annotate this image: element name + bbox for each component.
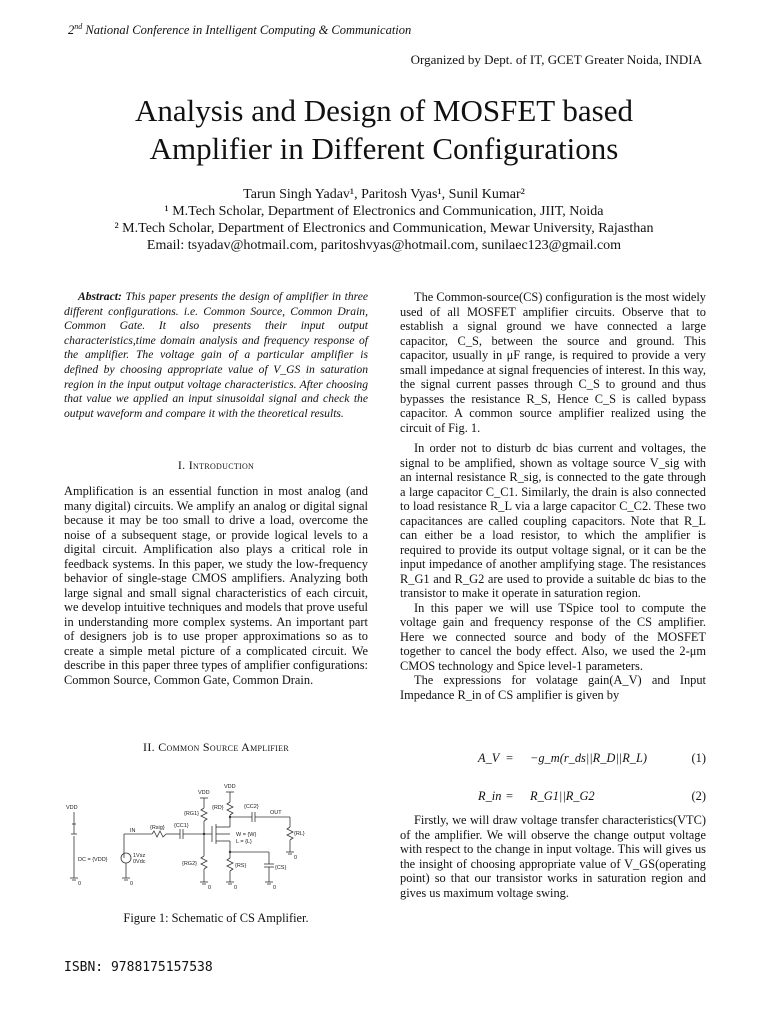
section-number: II. — [143, 740, 155, 754]
abstract-text: This paper presents the design of amplifier in three different configurations. i.e. Common Source, Common Drain, Common Gate. It also presents their input output characteristics,time domain analysis and frequency response of the amplifier. The voltage gain of a particular amplifier is defined by choosing appropriate value of V_GS in saturation region in the input output voltage characteristics. After choosing that value we applied an input sinusoidal signal and check the output waveform and compare it with the theoretical results. — [64, 290, 368, 420]
eq2-lhs: R_in — [478, 789, 502, 803]
label-rsig: {Rsig} — [150, 825, 165, 831]
eq2-rhs: R_G1||R_G2 — [530, 789, 595, 803]
right-column-text-2 — [400, 813, 706, 900]
label-gnd-5: 0 — [273, 885, 277, 891]
label-vsz: 1Vsz — [133, 853, 146, 859]
eq2-number: (2) — [691, 789, 706, 803]
label-rd: {RD} — [212, 805, 224, 811]
figure-caption: Figure 1: Schematic of CS Amplifier. — [123, 911, 309, 925]
cs-paragraph-4: The expressions for volatage gain(A_V) and Input Impedance R_in of CS amplifier is given by — [400, 673, 706, 702]
author-block — [0, 186, 768, 254]
eq1-rhs: −g_m(r_ds||R_D||R_L) — [530, 751, 647, 765]
eq1-lhs: A_V — [478, 751, 500, 765]
rl-resistor — [287, 827, 293, 840]
organizer-line: Organized by Dept. of IT, GCET Greater Noida, INDIA — [410, 52, 702, 67]
label-cc2: {CC2} — [244, 804, 259, 810]
author-emails: Email: tsyadav@hotmail.com, paritoshvyas@hotmail.com, sunilaec123@gmail.com — [146, 238, 622, 253]
label-dc: DC = {VDD} — [78, 857, 108, 863]
title-line-1: Analysis and Design of MOSFET based — [135, 93, 633, 128]
label-gnd-2: 0 — [130, 881, 134, 887]
section-number: I. — [177, 458, 186, 472]
cs-paragraph-5: Firstly, we will draw voltage transfer characteristics(VTC) of the amplifier. We will observe the change output voltage with respect to the change in input voltage. This will gives us the insight of choosing appropriate value of V_GS(operating point) so that our transistor works in saturation region and gives us maximum voltage swing. — [400, 813, 706, 900]
label-cs: {CS} — [275, 865, 287, 871]
eq1-equals: = — [506, 751, 513, 765]
label-rg2: {RG2} — [182, 861, 197, 867]
section-title: Common Source Amplifier — [158, 740, 289, 754]
label-vdc: 0Vdc — [133, 859, 146, 865]
label-rg1: {RG1} — [184, 811, 199, 817]
label-vdd-1: VDD — [198, 790, 210, 796]
isbn: ISBN: 9788175157538 — [64, 960, 213, 975]
conference-name: National Conference in Intelligent Computing & Communication — [85, 23, 412, 38]
introduction-text — [64, 484, 368, 687]
label-gnd-4: 0 — [234, 885, 238, 891]
abstract-label: Abstract: — [78, 290, 122, 303]
equation-2 — [400, 789, 706, 805]
cs-paragraph-3: In this paper we will use TSpice tool to compute the voltage gain and frequency response of the CS amplifier. Here we connected source and body of the MOSFET together to cancel the body effect. Also, we used the 2-μm CMOS technology and Spice level-1 parameters. — [400, 600, 706, 673]
eq1-number: (1) — [691, 751, 706, 765]
conference-header — [68, 22, 411, 38]
eq2-equals: = — [506, 789, 513, 803]
label-l: L = {L} — [236, 839, 252, 845]
affiliation-1: ¹ M.Tech Scholar, Department of Electronics and Communication, JIIT, Noida — [164, 204, 604, 219]
label-out: OUT — [270, 810, 282, 816]
rs-resistor — [227, 858, 233, 871]
abstract — [64, 290, 368, 421]
right-column-text — [400, 290, 706, 702]
label-w: W = {W} — [236, 832, 257, 838]
label-rs: {RS} — [235, 863, 247, 869]
label-cc1: {CC1} — [174, 823, 189, 829]
label-in: IN — [130, 828, 136, 834]
cs-paragraph-1: The Common-source(CS) configuration is the most widely used of all MOSFET amplifier circuits. Observe that to establish a signal ground we have connected a large capacitor, C_S, between the source and ground. This capacitor, usually in μF range, is required to provide a very small impedance at signal frequencies of interest. In this way, the signal current passes through C_S to ground and thus bypasses the resistance R_S, Hence C_S is called bypass capacitor. A common source amplifier realized using the circuit of Fig. 1. — [400, 290, 706, 435]
label-gnd-3: 0 — [208, 885, 212, 891]
label-vdd-source: VDD — [66, 805, 78, 811]
introduction-paragraph: Amplification is an essential function in most analog (and many digital) circuits. We amplify an analog or digital signal because it may be too small to drive a load, overcome the noise of a subsequent stage, or provide logical levels to a digital circuit. Amplification also plays a critical role in feedback systems. In this paper, we study the low-frequency behavior of single-stage CMOS amplifiers. Analyzing both large signal and small signal characteristics of each circuit, we develop intuitive techniques and models that prove useful in understanding more complex systems. An important part of designers job is to use proper approximations so as to create a simple metal picture of a complicated circuit. We describe in this paper three types of amplifier configurations: Common Source, Common Gate, Common Drain. — [64, 484, 368, 687]
affiliation-2: ² M.Tech Scholar, Department of Electronics and Communication, Mewar University, Rajasthan — [114, 221, 654, 236]
section-heading-cs-amplifier — [64, 740, 368, 755]
rsig-resistor — [152, 831, 166, 837]
paper-title — [0, 92, 768, 168]
cs-amplifier-schematic — [64, 772, 368, 902]
section-title: Introduction — [188, 458, 255, 472]
conference-ordinal-sup: nd — [74, 22, 83, 31]
label-gnd-6: 0 — [294, 855, 298, 861]
title-line-2: Amplifier in Different Configurations — [149, 131, 619, 166]
cs-paragraph-2: In order not to disturb dc bias current and voltages, the signal to be amplified, shown as voltage source V_sig with an internal resistance R_sig, is connected to the gate through a large capacitor C_C1. Similarly, the drain is also connected to load resistance R_L via a large capacitor C_C2. These two capacitances are called coupling capacitors. Note that R_L can either be a load resistor, to which the amplifier is required to provide its output voltage signal, or it can be the input impedance of another amplifying stage. The resistances R_G1 and R_G2 are used to provide a suitable dc bias to the transistor to make it operate in saturation region. — [400, 441, 706, 600]
rg2-resistor — [201, 856, 207, 869]
label-vdd-2: VDD — [224, 784, 236, 790]
signal-source-circle — [121, 853, 131, 863]
rd-resistor — [227, 802, 233, 815]
author-names: Tarun Singh Yadav¹, Paritosh Vyas¹, Sunil Kumar² — [243, 187, 525, 202]
conference-ordinal: 2 — [68, 23, 75, 38]
equation-1 — [400, 751, 706, 767]
schematic-svg — [64, 772, 368, 902]
section-heading-introduction — [64, 458, 368, 473]
label-rl: {RL} — [294, 831, 305, 837]
rg1-resistor — [201, 808, 207, 821]
label-gnd-1: 0 — [78, 881, 82, 887]
